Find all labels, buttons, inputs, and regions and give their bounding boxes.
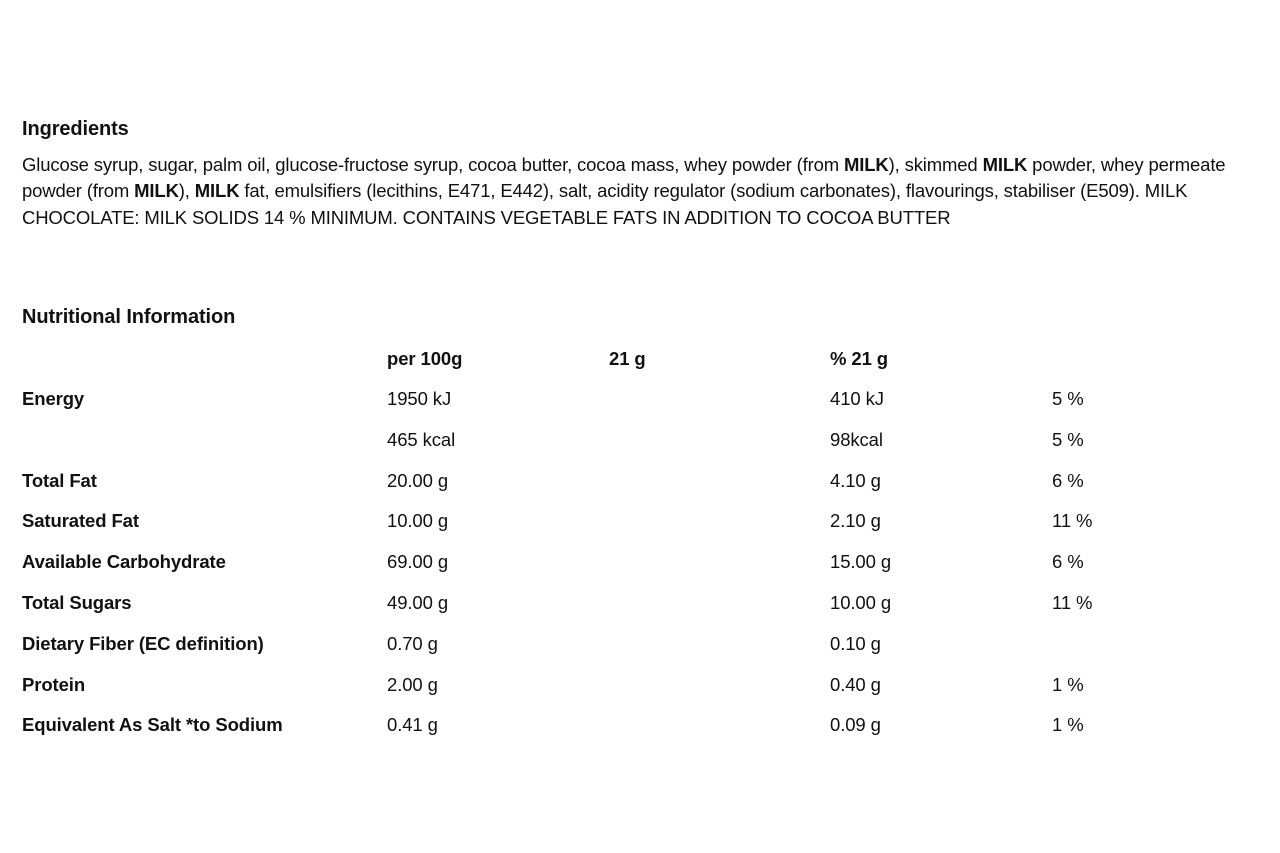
allergen-highlight: MILK [134, 180, 179, 202]
ingredients-segment: fat, emulsifiers (lecithins, E471, E442), salt, acidity regulator (sodium carbonates), flavourings, stabiliser (E509). MILK CHOCOLATE: MILK SOLIDS 14 % MINIMUM. CONTAINS VEGETABLE FATS IN ADDITION TO COCOA BUTTER [22, 180, 1188, 228]
value-per-100g: 10.00 g [387, 510, 449, 532]
value-per-serving: 2.10 g [830, 510, 881, 532]
ingredients-segment: powder, whey permeate powder (from [22, 154, 1226, 202]
nutrition-heading: Nutritional Information [22, 306, 236, 328]
value-per-100g: 1950 kJ [387, 388, 452, 409]
column-header-per-100g: per 100g [387, 348, 463, 369]
nutrition-row [0, 713, 1280, 737]
value-per-serving: 98kcal [830, 428, 883, 450]
value-per-100g: 2.00 g [387, 673, 438, 695]
value-percent: 1 % [1052, 673, 1084, 695]
value-per-100g: 0.41 g [387, 714, 438, 736]
nutrient-label: Total Fat [22, 469, 97, 491]
nutrition-row [0, 591, 1280, 615]
nutrition-table-header [0, 347, 1280, 371]
ingredients-segment: Glucose syrup, sugar, palm oil, glucose-fructose syrup, cocoa butter, cocoa mass, whey powder (from [22, 154, 844, 175]
ingredients-text [22, 152, 1270, 231]
value-per-serving: 410 kJ [830, 388, 884, 409]
nutrient-label: Dietary Fiber (EC definition) [22, 632, 264, 654]
value-per-serving: 4.10 g [830, 469, 881, 491]
nutrition-row [0, 509, 1280, 533]
nutrition-row [0, 673, 1280, 697]
column-header-percent-serving: % 21 g [830, 348, 889, 369]
value-percent: 5 % [1052, 428, 1084, 450]
column-header-serving: 21 g [609, 348, 646, 369]
value-per-100g: 20.00 g [387, 469, 449, 491]
allergen-highlight: MILK [194, 180, 240, 202]
nutrition-row [0, 387, 1280, 411]
nutrition-row [0, 632, 1280, 656]
nutrient-label: Total Sugars [22, 592, 132, 613]
value-percent: 11 % [1052, 592, 1093, 613]
ingredients-heading: Ingredients [22, 118, 129, 140]
nutrition-row [0, 550, 1280, 574]
nutrition-row [0, 428, 1280, 452]
value-percent: 6 % [1052, 469, 1084, 491]
allergen-highlight: MILK [843, 154, 889, 175]
value-per-serving: 10.00 g [830, 592, 892, 613]
value-percent: 6 % [1052, 551, 1084, 573]
value-per-serving: 0.10 g [830, 632, 881, 654]
value-per-100g: 465 kcal [387, 428, 456, 450]
nutrient-label: Equivalent As Salt *to Sodium [22, 714, 283, 736]
value-percent: 11 % [1052, 510, 1093, 532]
nutrition-row [0, 469, 1280, 493]
value-per-100g: 0.70 g [387, 632, 438, 654]
value-percent: 5 % [1052, 388, 1084, 409]
ingredients-segment: ), skimmed [888, 154, 983, 175]
value-per-serving: 15.00 g [830, 551, 892, 573]
nutrient-label: Available Carbohydrate [22, 551, 226, 573]
value-per-100g: 69.00 g [387, 551, 449, 573]
nutrient-label: Saturated Fat [22, 510, 139, 532]
nutrient-label: Protein [22, 673, 86, 695]
value-per-serving: 0.40 g [830, 673, 881, 695]
value-per-100g: 49.00 g [387, 592, 449, 613]
ingredients-segment: ), [178, 180, 195, 202]
allergen-highlight: MILK [982, 154, 1028, 175]
value-percent: 1 % [1052, 714, 1084, 736]
value-per-serving: 0.09 g [830, 714, 881, 736]
nutrient-label: Energy [22, 388, 85, 409]
